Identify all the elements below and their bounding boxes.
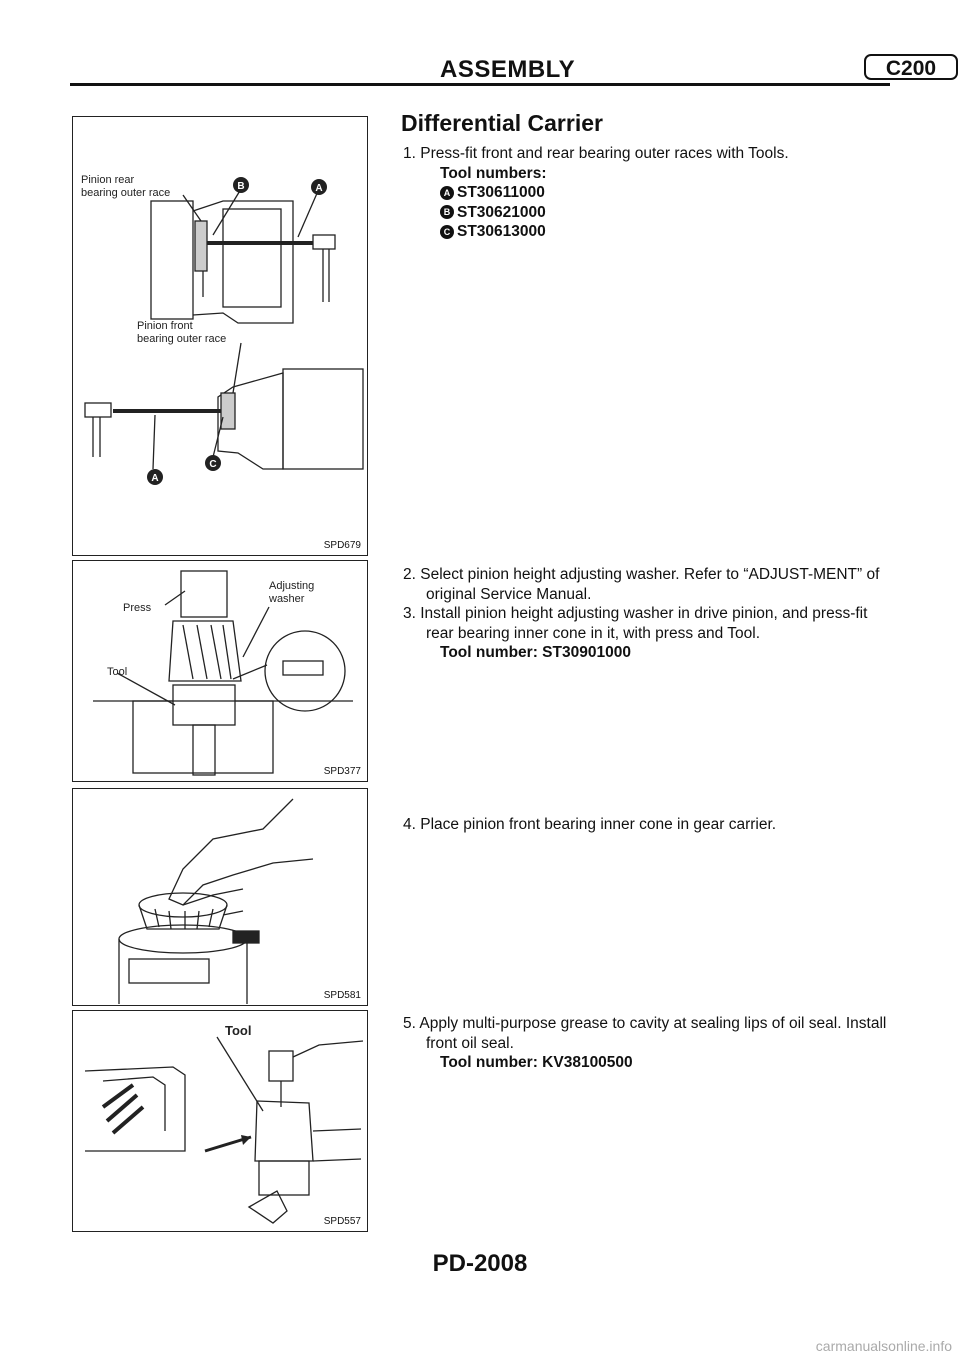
step-2-text: 2. Select pinion height adjusting washer. Refer to “ADJUST-MENT” of original Service Manual. — [403, 566, 880, 603]
step-1-text: 1. Press-fit front and rear bearing outer races with Tools. — [403, 145, 789, 162]
figure-spd377-label-tool: Tool — [107, 666, 128, 678]
step-4 — [403, 815, 893, 835]
figure-spd679-callout-c: C — [209, 459, 217, 470]
figure-spd679-callout-b: B — [237, 181, 245, 192]
figure-spd581-illustration — [73, 789, 366, 1004]
tool-a-badge: A — [440, 186, 454, 200]
tool-b-number: ST30621000 — [457, 203, 546, 221]
section-title: Differential Carrier — [401, 110, 603, 136]
step-3-tool-number: Tool number: ST30901000 — [440, 644, 631, 661]
figure-spd377-label-press: Press — [123, 602, 152, 614]
step-5 — [403, 1014, 893, 1073]
step-4-text: 4. Place pinion front bearing inner cone in gear carrier. — [403, 816, 777, 833]
figure-spd679-callout-a-top: A — [315, 183, 323, 194]
figure-spd377-label-washer: Adjusting washer — [269, 580, 315, 605]
step-1-tool-a — [403, 183, 893, 203]
tool-c-number: ST30613000 — [457, 223, 546, 240]
figure-spd679-callout-a-bottom: A — [151, 473, 159, 484]
figure-spd679-code: SPD679 — [323, 540, 361, 551]
page-header — [70, 52, 937, 86]
figure-spd581 — [72, 788, 368, 1006]
tool-b-badge: B — [440, 205, 454, 219]
figure-spd679-label-rear-race: Pinion rear bearing outer race — [81, 174, 171, 199]
step-2-3 — [403, 565, 893, 663]
tool-c-badge: C — [440, 225, 454, 239]
step-3-text: 3. Install pinion height adjusting washer in drive pinion, and press-fit rear bearing inner cone in it, with press and Tool. — [403, 605, 868, 642]
figure-spd377 — [72, 560, 368, 782]
header-code-badge: C200 — [864, 54, 958, 80]
figure-spd679 — [72, 116, 368, 556]
figure-spd377-illustration — [73, 561, 366, 780]
figure-spd557-illustration — [73, 1011, 366, 1230]
step-1 — [403, 144, 893, 242]
header-rule — [70, 83, 890, 86]
step-1-tool-header: Tool numbers: — [440, 164, 547, 182]
step-1-tool-b — [403, 203, 893, 223]
figure-spd679-illustration — [73, 117, 366, 554]
figure-spd679-label-front-race: Pinion front bearing outer race — [137, 320, 227, 345]
figure-spd557-code: SPD557 — [323, 1216, 361, 1227]
tool-a-number: ST30611000 — [457, 184, 545, 201]
page-number: PD-2008 — [432, 1250, 528, 1277]
step-5-text: 5. Apply multi-purpose grease to cavity at sealing lips of oil seal. Install front oil seal. — [403, 1015, 887, 1052]
step-5-tool-number: Tool number: KV38100500 — [440, 1054, 633, 1071]
figure-spd557 — [72, 1010, 368, 1232]
step-1-tool-c — [403, 222, 893, 242]
figure-spd377-code: SPD377 — [323, 766, 361, 777]
watermark: carmanualsonline.info — [815, 1338, 952, 1354]
header-title: ASSEMBLY — [440, 56, 576, 83]
figure-spd557-label-tool: Tool — [225, 1023, 252, 1038]
figure-spd581-code: SPD581 — [323, 990, 361, 1001]
